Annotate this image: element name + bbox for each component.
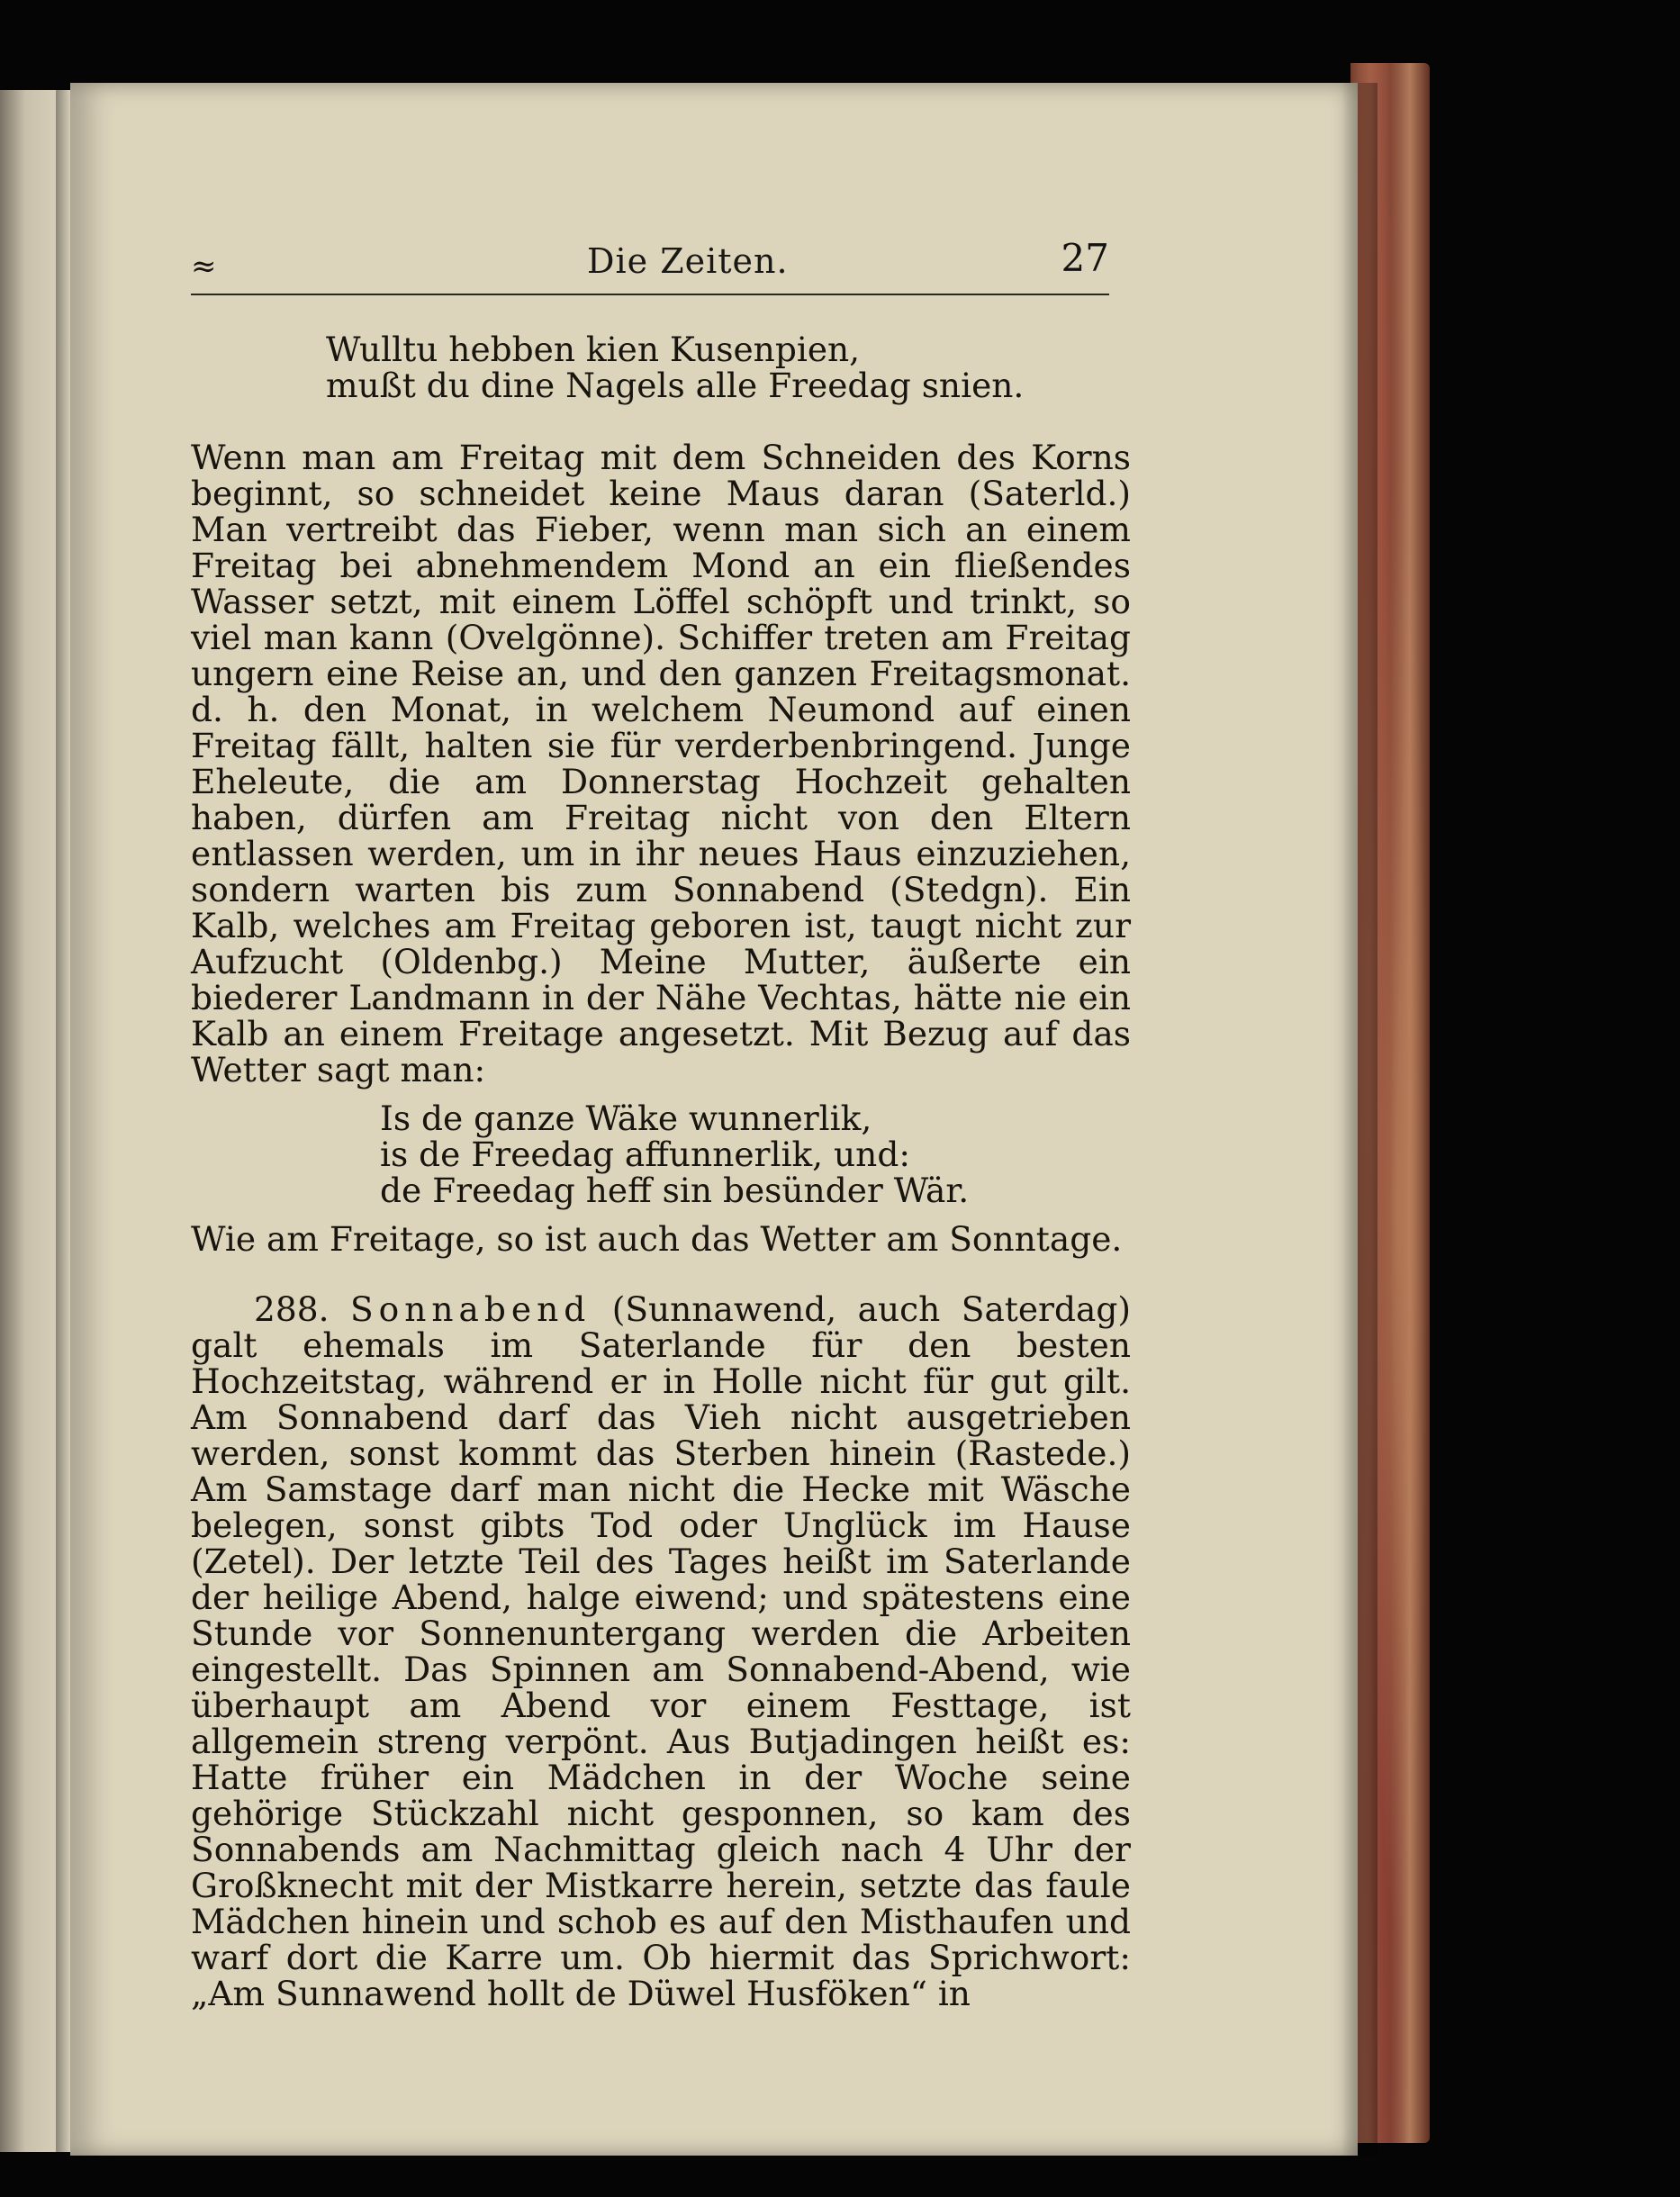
verse-line: Is de ganze Wäke wunnerlik,: [380, 1098, 872, 1138]
section-keyword: Sonnabend: [349, 1289, 592, 1329]
verse-block-1: [191, 331, 1131, 403]
page-body: [191, 331, 1131, 2012]
verse-block-2: [191, 1100, 1131, 1208]
paragraph-weather-saying: Wie am Freitage, so ist auch das Wetter am Sonntage.: [191, 1219, 1123, 1259]
page-number: 27: [1061, 236, 1109, 280]
verse-line: is de Freedag affunnerlik, und:: [380, 1135, 910, 1174]
running-title: Die Zeiten.: [587, 241, 789, 281]
section-number: 288.: [254, 1289, 330, 1329]
verse-line: Wulltu hebben kien Kusenpien,: [326, 330, 861, 369]
paragraph-friday-customs: Wenn man am Freitag mit dem Schneiden des Korns beginnt, so schneidet keine Maus daran (Saterld.) Man vertreibt das Fieber, wenn man sich an einem Freitag bei abnehmendem Mond an ein fließendes Wasser setzt, mit einem Löffel schöpft und trinkt, so viel man kann (Ovelgönne). Schiffer treten am Freitag ungern eine Reise an, und den ganzen Freitagsmonat. d. h. den Monat, in welchem Neumond auf einen Freitag fällt, halten sie für verderbenbringend. Junge Eheleute, die am Donnerstag Hochzeit gehalten haben, dürfen am Freitag nicht von den Eltern entlassen werden, um in ihr neues Haus einzuziehen, sondern warten bis zum Sonnabend (Stedgn). Ein Kalb, welches am Freitag geboren ist, taugt nicht zur Aufzucht (Oldenbg.) Meine Mutter, äußerte ein biederer Landmann in der Nähe Vechtas, hätte nie ein Kalb an einem Freitage angesetzt. Mit Bezug auf das Wetter sagt man:: [191, 438, 1131, 1089]
page-edge-shadow: [1341, 83, 1377, 2156]
verse-line: de Freedag heff sin besünder Wär.: [380, 1171, 970, 1210]
running-header: [191, 236, 1109, 290]
printer-mark: ≈: [191, 249, 217, 285]
section-288: [191, 1291, 1131, 2012]
section-text: (Sunnawend, auch Saterdag) galt ehemals im Saterlande für den besten Hochzeitstag, während er in Holle nicht für gut gilt. Am Sonnabend darf das Vieh nicht ausgetrieben werden, sonst kommt das Sterben hinein (Rastede.) Am Samstage darf man nicht die Hecke mit Wäsche belegen, sonst gibts Tod oder Unglück im Hause (Zetel). Der letzte Teil des Tages heißt im Saterlande der heilige Abend, halge eiwend; und spätestens eine Stunde vor Sonnenuntergang werden die Arbeiten eingestellt. Das Spinnen am Sonnabend-Abend, wie überhaupt am Abend vor einem Festtage, ist allgemein streng verpönt. Aus Butjadingen heißt es: Hatte früher ein Mädchen in der Woche seine gehörige Stückzahl nicht gesponnen, so kam des Sonnabends am Nachmittag gleich nach 4 Uhr der Großknecht mit der Mistkarre herein, setzte das faule Mädchen hinein und schob es auf den Misthaufen und warf dort die Karre um. Ob hiermit das Sprichwort: „Am Sunnawend hollt de Düwel Husföken“ in: [191, 1289, 1131, 2013]
verse-line: mußt du dine Nagels alle Freedag snien.: [326, 366, 1025, 405]
header-rule: [191, 294, 1109, 295]
